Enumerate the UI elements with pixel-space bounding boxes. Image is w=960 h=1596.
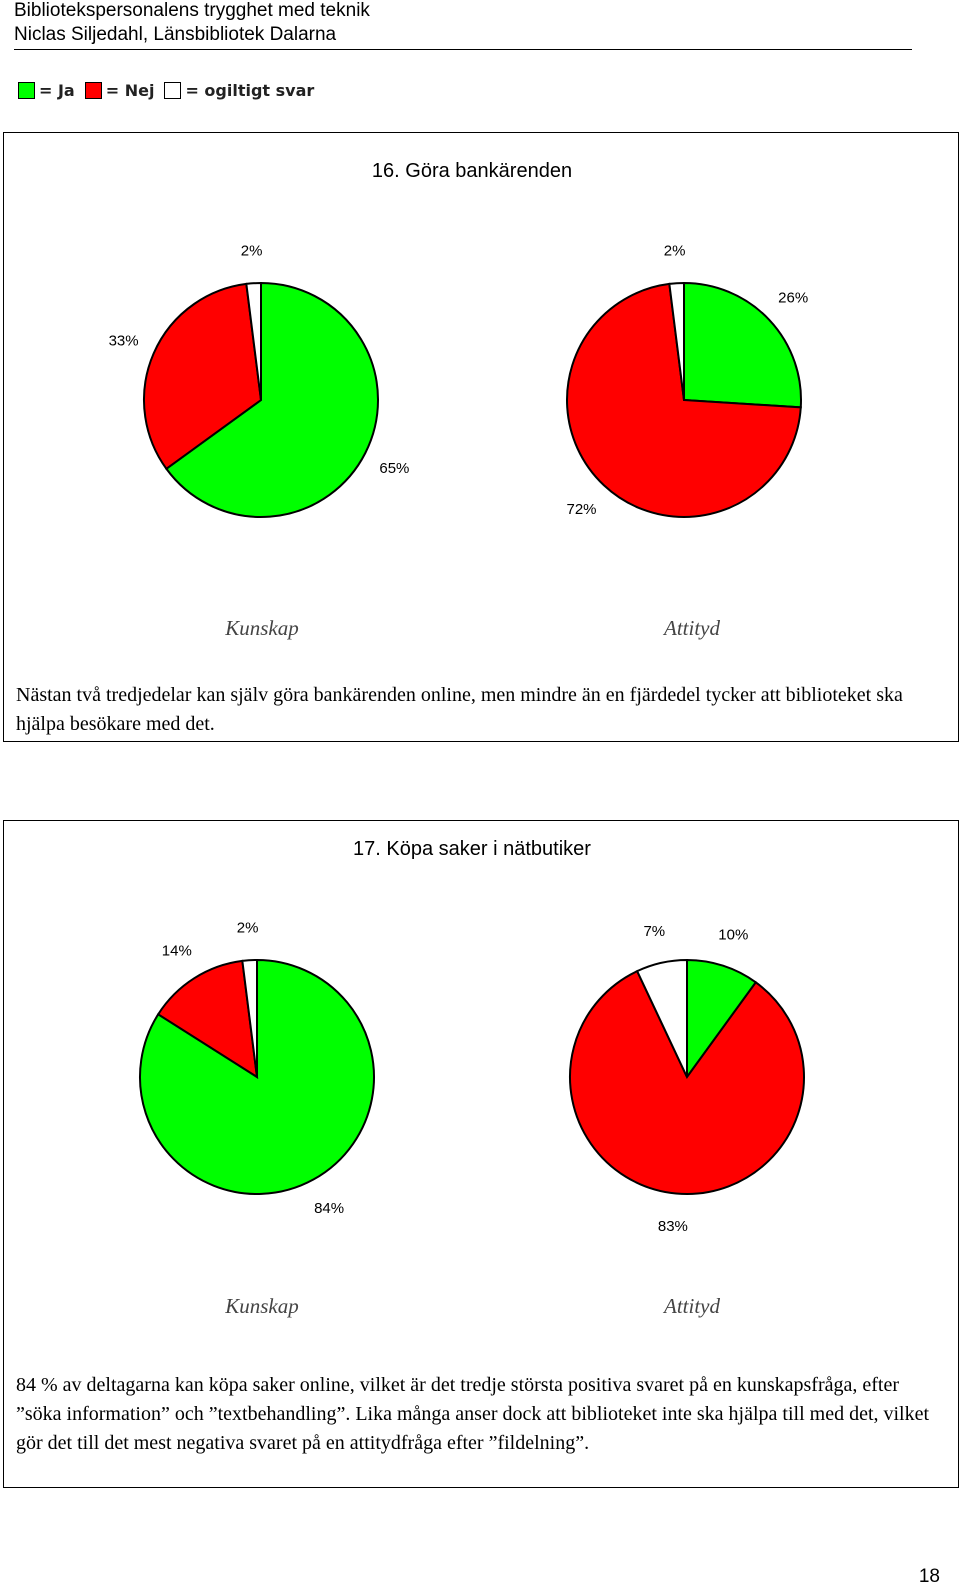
pie-chart-16	[4, 133, 958, 673]
series-label-attityd: Attityd	[664, 616, 720, 640]
legend-item-nej	[85, 81, 155, 100]
legend-item-ja	[18, 81, 75, 100]
data-label: 26%	[778, 289, 809, 307]
data-label: 83%	[657, 1218, 688, 1236]
header-rule	[14, 49, 912, 50]
data-label: 65%	[379, 460, 410, 477]
legend-item-ogiltigt	[164, 81, 314, 100]
data-label: 72%	[566, 501, 597, 519]
data-label: 33%	[108, 332, 139, 350]
data-label: 14%	[161, 942, 192, 960]
legend-label-nej: = Nej	[105, 80, 155, 100]
page-number: 18	[918, 1566, 940, 1587]
chart-title: 16. Göra bankärenden	[371, 160, 573, 182]
data-label: 2%	[240, 242, 263, 260]
chart-caption: Nästan två tredjedelar kan själv göra bankärenden online, men mindre än en fjärdedel tycker att biblioteket ska hjälpa besökare med det.	[16, 684, 903, 735]
chart-panel-16	[3, 132, 959, 742]
series-label-kunskap: Kunskap	[225, 1294, 299, 1318]
chart-panel-17	[3, 820, 959, 1488]
series-label-kunskap: Kunskap	[225, 616, 299, 640]
legend	[18, 80, 324, 100]
chart-caption: 84 % av deltagarna kan köpa saker online, vilket är det tredje största positiva svaret på en kunskapsfråga, efter ”söka information” och ”textbehandling”. Lika många anser dock att biblioteket inte ska hjälpa till med det, vilket gör det till det mest negativa svaret på en attitydfråga efter ”fildelning”.	[16, 1374, 930, 1454]
legend-label-ogiltigt: = ogiltigt svar	[185, 80, 315, 100]
data-label: 2%	[236, 919, 259, 937]
data-label: 7%	[643, 922, 666, 940]
data-label: 2%	[663, 242, 686, 260]
data-label: 10%	[718, 926, 749, 944]
series-label-attityd: Attityd	[664, 1294, 720, 1318]
document-title: Bibliotekspersonalens trygghet med teknik	[14, 0, 370, 21]
chart-title: 17. Köpa saker i nätbutiker	[353, 838, 591, 860]
document-author: Niclas Siljedahl, Länsbibliotek Dalarna	[14, 24, 337, 45]
legend-swatch-nej	[85, 82, 102, 99]
legend-swatch-ogiltigt	[164, 82, 181, 99]
legend-label-ja: = Ja	[39, 80, 75, 100]
pie-chart-17	[4, 821, 958, 1361]
legend-swatch-ja	[18, 82, 35, 99]
data-label: 84%	[314, 1200, 345, 1218]
